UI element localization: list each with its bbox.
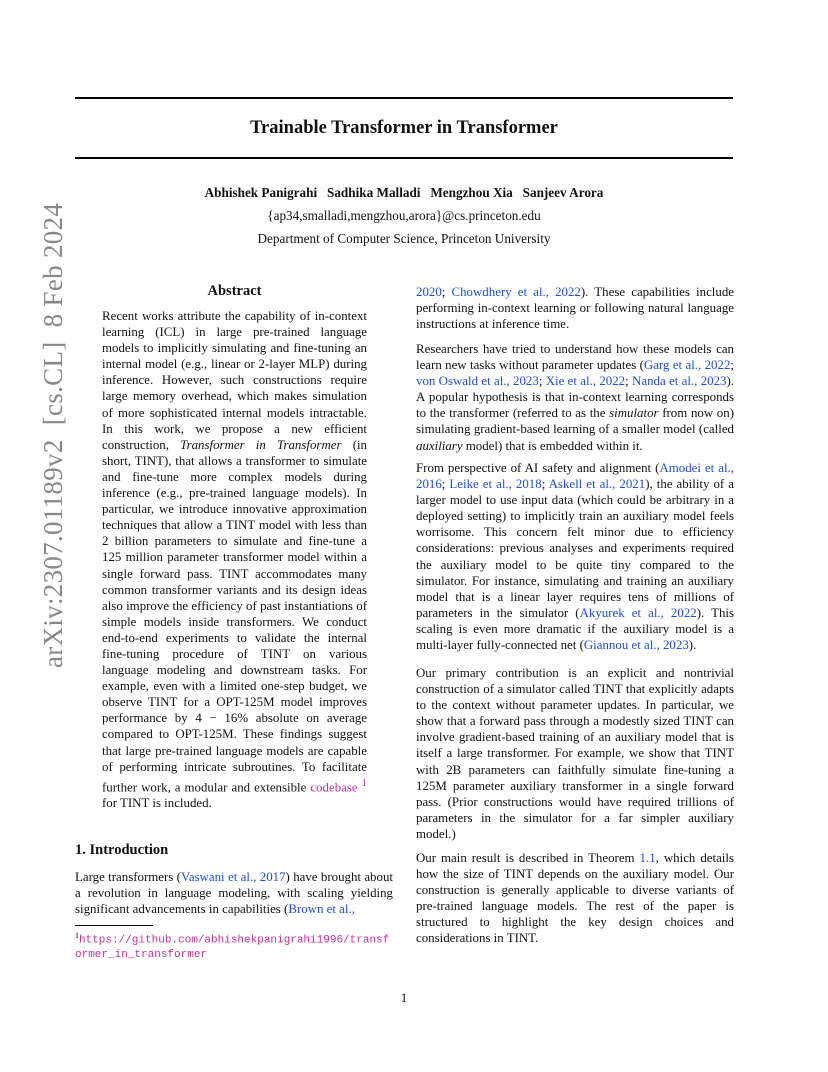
author-emails: {ap34,smalladi,mengzhou,arora}@cs.princeton.edu bbox=[267, 208, 541, 223]
section-heading-introduction: 1. Introduction bbox=[75, 842, 169, 858]
citation-link[interactable]: Vaswani et al., 2017 bbox=[180, 870, 286, 884]
right-paragraph-2: Researchers have tried to understand how these models can learn new tasks without parameter updates (Garg et al., 2022; von Oswald et al., 2023; Xie et al., 2022; Nanda et al., 2023). A popular hypothesis is that in-context learning corresponds to the transformer (referred to as the simulator from now on) simulating gradient-based learning of a smaller model (called auxiliary model) that is embedded within it. bbox=[416, 342, 734, 453]
citation-link[interactable]: Brown et al., bbox=[288, 902, 355, 917]
right-paragraph-3: From perspective of AI safety and alignment (Amodei et al., 2016; Leike et al., 2018; Askell et al., 2021), the ability of a larger model to use input data (which could be arbitrary in a deployed setting) to implicitly train an auxiliary model feels worrisome. This concern felt minor due to efficiency considerations: previous analyses and experiments required the auxiliary model to be quite tiny compared to the simulator. For instance, simulating and training an auxiliary model that is a linear layer requires tens of millions of parameters in the simulator (Akyurek et al., 2022). This scaling is even more dramatic if the auxiliary model is a multi-layer fully-connected net (Giannou et al., 2023). bbox=[416, 461, 734, 653]
citation-link[interactable]: Xie et al., 2022 bbox=[545, 374, 626, 389]
footnote-mark[interactable]: 1 bbox=[361, 776, 367, 789]
affiliation: Department of Computer Science, Princeton University bbox=[257, 231, 551, 246]
theorem-ref-link[interactable]: 1.1 bbox=[639, 851, 656, 865]
abstract-body: Recent works attribute the capability of in-context learning (ICL) in large pre-trained language models to implicitly simulating and fine-tuning an internal model (e.g., linear or 2-layer MLP) during inference. However, such constructions require large memory overhead, which makes simulation of more sophisticated internal models intractable. In this work, we propose a new efficient construction, Transformer in Transformer (in short, TINT), that allows a transformer to simulate and fine-tune more complex models during inference (e.g., pre-trained language models). In particular, we introduce innovative approximation techniques that allow a TINT model with less than 2 billion parameters to simulate and fine-tune a 125 million parameter transformer model within a single forward pass. TINT accommodates many common transformer variants and its design ideas also improve the efficiency of past instantiations of simple models inside transformers. We conduct end-to-end experiments to validate the internal fine-tuning procedure of TINT on various language modeling and downstream tasks. For example, even with a limited one-step budget, we observe TINT for a OPT-125M model improves performance by 4 − 16% absolute on average compared to OPT-125M. These findings suggest that large pre-trained language models are capable of performing intricate subroutines. To facilitate further work, a modular and extensible codebase $^1$ for TINT is included. bbox=[102, 309, 368, 811]
citation-link[interactable]: Giannou et al., 2023 bbox=[583, 638, 689, 653]
citation-link[interactable]: Garg et al., 2022 bbox=[643, 358, 731, 373]
title-bottom-rule bbox=[75, 157, 733, 159]
citation-link[interactable]: Askell et al., 2021 bbox=[548, 477, 646, 492]
citation-link[interactable]: von Oswald et al., 2023 bbox=[416, 374, 539, 389]
citation-link[interactable]: 2020 bbox=[416, 285, 442, 299]
footnote: $^1$https://github.com/abhishekpanigrahi1996/transformer_in_transformer bbox=[75, 931, 390, 962]
paper-title: Trainable Transformer in Transformer bbox=[250, 118, 558, 138]
footnote-url-link[interactable]: https://github.com/abhishekpanigrahi1996/transformer_in_transformer bbox=[75, 934, 390, 962]
codebase-link[interactable]: codebase bbox=[310, 780, 358, 795]
citation-link[interactable]: Chowdhery et al., 2022 bbox=[451, 285, 581, 299]
abstract-heading: Abstract bbox=[207, 283, 262, 299]
intro-paragraph: Large transformers (Vaswani et al., 2017) have brought about a revolution in language modeling, with scaling yielding significant advancements in capabilities (Brown et al., bbox=[75, 870, 393, 917]
citation-link[interactable]: Amodei et al., 2016 bbox=[416, 461, 734, 492]
author-list: Abhishek Panigrahi Sadhika Malladi Mengzhou Xia Sanjeev Arora bbox=[204, 185, 604, 200]
citation-link[interactable]: Akyurek et al., 2022 bbox=[579, 605, 697, 620]
page-number: 1 bbox=[400, 990, 408, 1005]
citation-link[interactable]: Leike et al., 2018 bbox=[449, 477, 542, 492]
right-paragraph-4: Our primary contribution is an explicit and nontrivial construction of a simulator called TINT that explicitly adapts to the context without parameter updates. In particular, we show that a forward pass through a modestly sized TINT can involve gradient-based training of an auxiliary model that is itself a large transformer. For example, we show that TINT with 2B parameters can faithfully simulate fine-tuning a 125M parameter auxiliary transformer in a single forward pass. (Prior constructions would have required trillions of parameters in the simulator for a far simpler auxiliary model.) bbox=[416, 666, 734, 841]
title-top-rule bbox=[75, 97, 733, 99]
citation-link[interactable]: Nanda et al., 2023 bbox=[632, 374, 727, 389]
right-paragraph-1: 2020; Chowdhery et al., 2022). These capabilities include performing in-context learning or following natural language instructions at inference time. bbox=[416, 285, 734, 332]
footnote-rule bbox=[75, 925, 153, 926]
right-paragraph-5: Our main result is described in Theorem 1.1, which details how the size of TINT depends on the auxiliary model. Our construction is generally applicable to diverse variants of pre-trained language models. The rest of the paper is structured to highlight the key design choices and considerations in TINT. bbox=[416, 851, 734, 946]
arxiv-stamp: arXiv:2307.01189v2 [cs.CL] 8 Feb 2024 bbox=[38, 202, 68, 668]
